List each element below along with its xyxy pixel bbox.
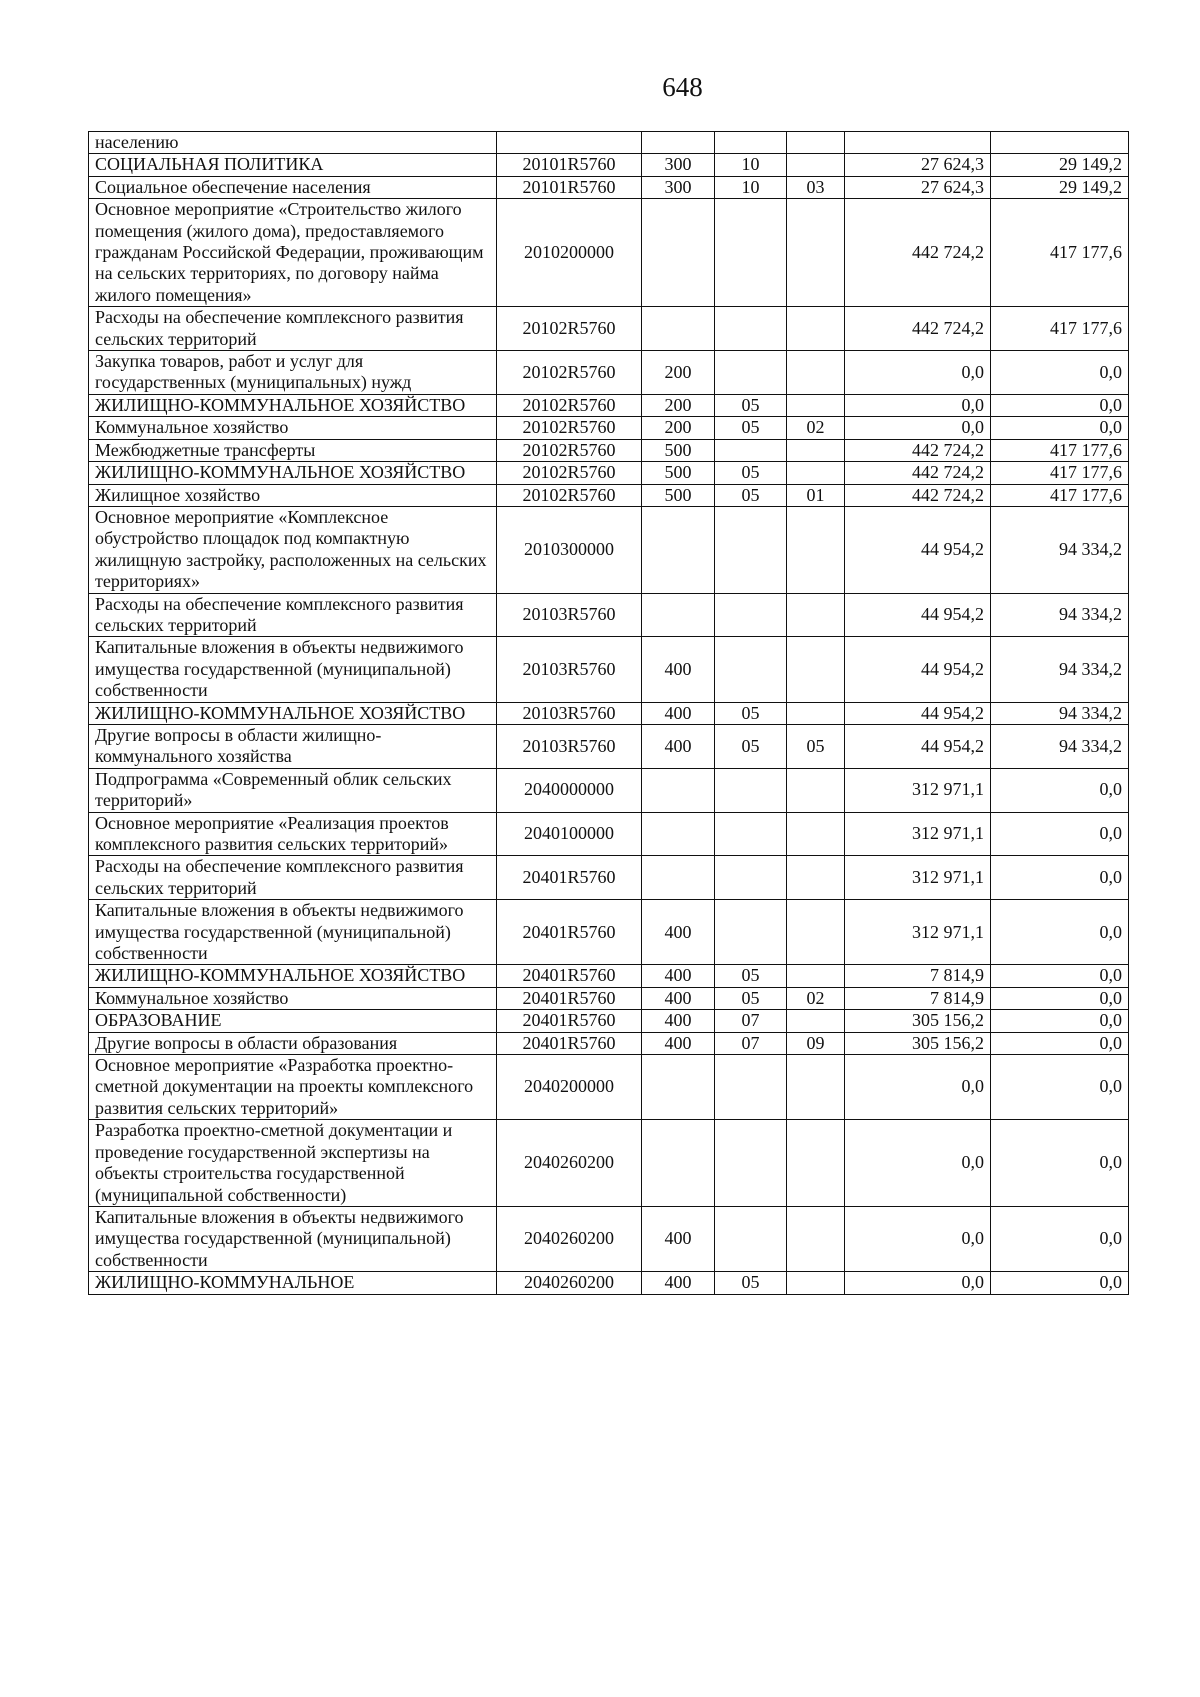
subsection-cell — [787, 965, 845, 987]
amount-year1-cell: 27 624,3 — [845, 176, 991, 198]
amount-year2-cell: 0,0 — [991, 987, 1129, 1009]
target-article-cell: 2040260200 — [497, 1272, 642, 1294]
target-article-cell: 20101R5760 — [497, 154, 642, 176]
row-name-cell: ЖИЛИЩНО-КОММУНАЛЬНОЕ ХОЗЯЙСТВО — [89, 462, 497, 484]
table-row — [89, 702, 1129, 724]
expense-type-cell: 400 — [642, 1272, 715, 1294]
section-cell: 07 — [715, 1032, 787, 1054]
amount-year1-cell: 0,0 — [845, 1120, 991, 1207]
row-name-cell: Основное мероприятие «Строительство жилого помещения (жилого дома), предоставляемого гражданам Российской Федерации, проживающим на сельских территориях, по договору найма жилого помещения» — [89, 199, 497, 307]
subsection-cell: 02 — [787, 987, 845, 1009]
table-row — [89, 593, 1129, 637]
table-row — [89, 637, 1129, 702]
subsection-cell — [787, 1272, 845, 1294]
amount-year2-cell: 417 177,6 — [991, 484, 1129, 506]
expense-type-cell: 400 — [642, 724, 715, 768]
amount-year1-cell: 44 954,2 — [845, 637, 991, 702]
target-article-cell: 20102R5760 — [497, 307, 642, 351]
table-row — [89, 351, 1129, 395]
target-article-cell: 20401R5760 — [497, 965, 642, 987]
target-article-cell: 2010200000 — [497, 199, 642, 307]
subsection-cell — [787, 307, 845, 351]
amount-year1-cell: 0,0 — [845, 1055, 991, 1120]
row-name-cell: Закупка товаров, работ и услуг для государственных (муниципальных) нужд — [89, 351, 497, 395]
amount-year1-cell: 0,0 — [845, 351, 991, 395]
amount-year1-cell: 44 954,2 — [845, 593, 991, 637]
expense-type-cell: 300 — [642, 176, 715, 198]
table-row — [89, 1055, 1129, 1120]
amount-year2-cell: 417 177,6 — [991, 439, 1129, 461]
amount-year2-cell: 0,0 — [991, 1055, 1129, 1120]
expense-type-cell: 500 — [642, 484, 715, 506]
row-name-cell: ЖИЛИЩНО-КОММУНАЛЬНОЕ ХОЗЯЙСТВО — [89, 394, 497, 416]
amount-year1-cell: 312 971,1 — [845, 812, 991, 856]
amount-year2-cell: 94 334,2 — [991, 702, 1129, 724]
section-cell — [715, 768, 787, 812]
row-name-cell: ЖИЛИЩНО-КОММУНАЛЬНОЕ ХОЗЯЙСТВО — [89, 702, 497, 724]
subsection-cell — [787, 439, 845, 461]
section-cell: 05 — [715, 1272, 787, 1294]
target-article-cell — [497, 132, 642, 154]
amount-year2-cell: 0,0 — [991, 1120, 1129, 1207]
amount-year1-cell: 312 971,1 — [845, 856, 991, 900]
section-cell: 05 — [715, 462, 787, 484]
subsection-cell — [787, 856, 845, 900]
target-article-cell: 2040000000 — [497, 768, 642, 812]
table-row — [89, 965, 1129, 987]
target-article-cell: 20401R5760 — [497, 1032, 642, 1054]
amount-year1-cell: 44 954,2 — [845, 702, 991, 724]
section-cell — [715, 506, 787, 593]
subsection-cell: 01 — [787, 484, 845, 506]
expense-type-cell: 400 — [642, 900, 715, 965]
expense-type-cell: 500 — [642, 439, 715, 461]
section-cell: 10 — [715, 154, 787, 176]
row-name-cell: СОЦИАЛЬНАЯ ПОЛИТИКА — [89, 154, 497, 176]
table-row — [89, 484, 1129, 506]
expense-type-cell — [642, 593, 715, 637]
expense-type-cell — [642, 856, 715, 900]
amount-year1-cell: 442 724,2 — [845, 307, 991, 351]
expense-type-cell — [642, 768, 715, 812]
amount-year2-cell: 0,0 — [991, 1010, 1129, 1032]
amount-year1-cell: 0,0 — [845, 394, 991, 416]
row-name-cell: Основное мероприятие «Реализация проектов комплексного развития сельских территорий» — [89, 812, 497, 856]
section-cell: 05 — [715, 987, 787, 1009]
amount-year2-cell: 0,0 — [991, 351, 1129, 395]
amount-year1-cell: 7 814,9 — [845, 965, 991, 987]
table-row — [89, 307, 1129, 351]
target-article-cell: 20102R5760 — [497, 484, 642, 506]
amount-year1-cell: 0,0 — [845, 417, 991, 439]
amount-year1-cell: 0,0 — [845, 1272, 991, 1294]
amount-year1-cell: 442 724,2 — [845, 484, 991, 506]
expense-type-cell: 200 — [642, 417, 715, 439]
table-row — [89, 856, 1129, 900]
subsection-cell — [787, 462, 845, 484]
target-article-cell: 20401R5760 — [497, 1010, 642, 1032]
budget-table — [88, 131, 1129, 1295]
row-name-cell: Коммунальное хозяйство — [89, 417, 497, 439]
amount-year2-cell: 94 334,2 — [991, 724, 1129, 768]
target-article-cell: 20101R5760 — [497, 176, 642, 198]
row-name-cell: Капитальные вложения в объекты недвижимого имущества государственной (муниципальной) собственности — [89, 1206, 497, 1271]
table-row — [89, 394, 1129, 416]
row-name-cell: Коммунальное хозяйство — [89, 987, 497, 1009]
section-cell — [715, 637, 787, 702]
amount-year2-cell: 0,0 — [991, 768, 1129, 812]
expense-type-cell: 500 — [642, 462, 715, 484]
target-article-cell: 2040200000 — [497, 1055, 642, 1120]
row-name-cell: Расходы на обеспечение комплексного развития сельских территорий — [89, 307, 497, 351]
amount-year2-cell — [991, 132, 1129, 154]
section-cell: 05 — [715, 484, 787, 506]
section-cell — [715, 812, 787, 856]
table-row — [89, 439, 1129, 461]
expense-type-cell: 300 — [642, 154, 715, 176]
target-article-cell: 2040260200 — [497, 1206, 642, 1271]
row-name-cell: Расходы на обеспечение комплексного развития сельских территорий — [89, 856, 497, 900]
row-name-cell: Расходы на обеспечение комплексного развития сельских территорий — [89, 593, 497, 637]
target-article-cell: 20401R5760 — [497, 856, 642, 900]
table-row — [89, 768, 1129, 812]
section-cell: 05 — [715, 702, 787, 724]
section-cell: 10 — [715, 176, 787, 198]
table-row — [89, 132, 1129, 154]
row-name-cell: Межбюджетные трансферты — [89, 439, 497, 461]
amount-year1-cell: 305 156,2 — [845, 1010, 991, 1032]
subsection-cell — [787, 1206, 845, 1271]
subsection-cell — [787, 154, 845, 176]
target-article-cell: 20102R5760 — [497, 417, 642, 439]
subsection-cell — [787, 1055, 845, 1120]
amount-year2-cell: 417 177,6 — [991, 199, 1129, 307]
section-cell: 05 — [715, 724, 787, 768]
expense-type-cell: 200 — [642, 351, 715, 395]
expense-type-cell: 200 — [642, 394, 715, 416]
expense-type-cell: 400 — [642, 702, 715, 724]
row-name-cell: населению — [89, 132, 497, 154]
table-row — [89, 176, 1129, 198]
table-row — [89, 154, 1129, 176]
amount-year1-cell: 312 971,1 — [845, 900, 991, 965]
table-row — [89, 1032, 1129, 1054]
expense-type-cell — [642, 307, 715, 351]
row-name-cell: ОБРАЗОВАНИЕ — [89, 1010, 497, 1032]
row-name-cell: Основное мероприятие «Комплексное обустройство площадок под компактную жилищную застройку, расположенных на сельских территориях» — [89, 506, 497, 593]
section-cell — [715, 1055, 787, 1120]
row-name-cell: Капитальные вложения в объекты недвижимого имущества государственной (муниципальной) собственности — [89, 637, 497, 702]
target-article-cell: 20401R5760 — [497, 987, 642, 1009]
amount-year2-cell: 94 334,2 — [991, 637, 1129, 702]
amount-year2-cell: 29 149,2 — [991, 154, 1129, 176]
table-row — [89, 724, 1129, 768]
section-cell: 05 — [715, 394, 787, 416]
row-name-cell: ЖИЛИЩНО-КОММУНАЛЬНОЕ ХОЗЯЙСТВО — [89, 965, 497, 987]
subsection-cell: 03 — [787, 176, 845, 198]
section-cell — [715, 307, 787, 351]
target-article-cell: 20103R5760 — [497, 724, 642, 768]
target-article-cell: 20401R5760 — [497, 900, 642, 965]
row-name-cell: ЖИЛИЩНО-КОММУНАЛЬНОЕ — [89, 1272, 497, 1294]
subsection-cell — [787, 199, 845, 307]
expense-type-cell — [642, 1120, 715, 1207]
table-row — [89, 900, 1129, 965]
expense-type-cell — [642, 506, 715, 593]
subsection-cell — [787, 768, 845, 812]
section-cell — [715, 900, 787, 965]
amount-year2-cell: 0,0 — [991, 812, 1129, 856]
subsection-cell — [787, 351, 845, 395]
table-row — [89, 812, 1129, 856]
target-article-cell: 2010300000 — [497, 506, 642, 593]
amount-year2-cell: 0,0 — [991, 856, 1129, 900]
row-name-cell: Разработка проектно-сметной документации и проведение государственной экспертизы на объекты строительства государственной (муниципальной собственности) — [89, 1120, 497, 1207]
amount-year2-cell: 0,0 — [991, 900, 1129, 965]
row-name-cell: Другие вопросы в области жилищно-коммунального хозяйства — [89, 724, 497, 768]
row-name-cell: Подпрограмма «Современный облик сельских территорий» — [89, 768, 497, 812]
row-name-cell: Социальное обеспечение населения — [89, 176, 497, 198]
amount-year2-cell: 0,0 — [991, 394, 1129, 416]
table-row — [89, 417, 1129, 439]
section-cell — [715, 856, 787, 900]
section-cell — [715, 593, 787, 637]
amount-year1-cell: 442 724,2 — [845, 439, 991, 461]
amount-year2-cell: 417 177,6 — [991, 307, 1129, 351]
subsection-cell: 02 — [787, 417, 845, 439]
target-article-cell: 20102R5760 — [497, 462, 642, 484]
amount-year1-cell: 312 971,1 — [845, 768, 991, 812]
expense-type-cell: 400 — [642, 1010, 715, 1032]
section-cell — [715, 439, 787, 461]
subsection-cell — [787, 394, 845, 416]
page-number: 648 — [662, 72, 703, 102]
amount-year1-cell: 27 624,3 — [845, 154, 991, 176]
table-row — [89, 462, 1129, 484]
amount-year1-cell: 0,0 — [845, 1206, 991, 1271]
target-article-cell: 20102R5760 — [497, 439, 642, 461]
amount-year1-cell — [845, 132, 991, 154]
row-name-cell: Капитальные вложения в объекты недвижимого имущества государственной (муниципальной) собственности — [89, 900, 497, 965]
target-article-cell: 20102R5760 — [497, 351, 642, 395]
subsection-cell — [787, 637, 845, 702]
table-body — [89, 132, 1129, 1295]
row-name-cell: Другие вопросы в области образования — [89, 1032, 497, 1054]
subsection-cell — [787, 1010, 845, 1032]
table-row — [89, 199, 1129, 307]
amount-year1-cell: 44 954,2 — [845, 506, 991, 593]
amount-year2-cell: 94 334,2 — [991, 593, 1129, 637]
expense-type-cell: 400 — [642, 637, 715, 702]
amount-year2-cell: 0,0 — [991, 417, 1129, 439]
subsection-cell — [787, 593, 845, 637]
section-cell — [715, 132, 787, 154]
section-cell: 05 — [715, 965, 787, 987]
subsection-cell — [787, 900, 845, 965]
table-row — [89, 1272, 1129, 1294]
section-cell: 07 — [715, 1010, 787, 1032]
table-row — [89, 1206, 1129, 1271]
expense-type-cell — [642, 1055, 715, 1120]
subsection-cell: 05 — [787, 724, 845, 768]
subsection-cell — [787, 1120, 845, 1207]
expense-type-cell: 400 — [642, 1206, 715, 1271]
expense-type-cell: 400 — [642, 965, 715, 987]
subsection-cell — [787, 132, 845, 154]
table-row — [89, 1010, 1129, 1032]
subsection-cell — [787, 702, 845, 724]
amount-year1-cell: 44 954,2 — [845, 724, 991, 768]
table-row — [89, 987, 1129, 1009]
target-article-cell: 20102R5760 — [497, 394, 642, 416]
amount-year2-cell: 0,0 — [991, 1206, 1129, 1271]
expense-type-cell: 400 — [642, 987, 715, 1009]
amount-year2-cell: 94 334,2 — [991, 506, 1129, 593]
amount-year1-cell: 7 814,9 — [845, 987, 991, 1009]
target-article-cell: 20103R5760 — [497, 593, 642, 637]
expense-type-cell: 400 — [642, 1032, 715, 1054]
section-cell — [715, 1120, 787, 1207]
amount-year2-cell: 29 149,2 — [991, 176, 1129, 198]
target-article-cell: 20103R5760 — [497, 637, 642, 702]
subsection-cell: 09 — [787, 1032, 845, 1054]
amount-year2-cell: 417 177,6 — [991, 462, 1129, 484]
amount-year1-cell: 442 724,2 — [845, 199, 991, 307]
amount-year2-cell: 0,0 — [991, 1272, 1129, 1294]
row-name-cell: Основное мероприятие «Разработка проектно- сметной документации на проекты комплексного развития сельских территорий» — [89, 1055, 497, 1120]
amount-year2-cell: 0,0 — [991, 1032, 1129, 1054]
amount-year1-cell: 442 724,2 — [845, 462, 991, 484]
table-row — [89, 506, 1129, 593]
section-cell — [715, 1206, 787, 1271]
subsection-cell — [787, 812, 845, 856]
target-article-cell: 2040260200 — [497, 1120, 642, 1207]
expense-type-cell — [642, 199, 715, 307]
expense-type-cell — [642, 812, 715, 856]
target-article-cell: 2040100000 — [497, 812, 642, 856]
section-cell — [715, 351, 787, 395]
amount-year2-cell: 0,0 — [991, 965, 1129, 987]
subsection-cell — [787, 506, 845, 593]
target-article-cell: 20103R5760 — [497, 702, 642, 724]
expense-type-cell — [642, 132, 715, 154]
row-name-cell: Жилищное хозяйство — [89, 484, 497, 506]
table-row — [89, 1120, 1129, 1207]
amount-year1-cell: 305 156,2 — [845, 1032, 991, 1054]
section-cell: 05 — [715, 417, 787, 439]
section-cell — [715, 199, 787, 307]
